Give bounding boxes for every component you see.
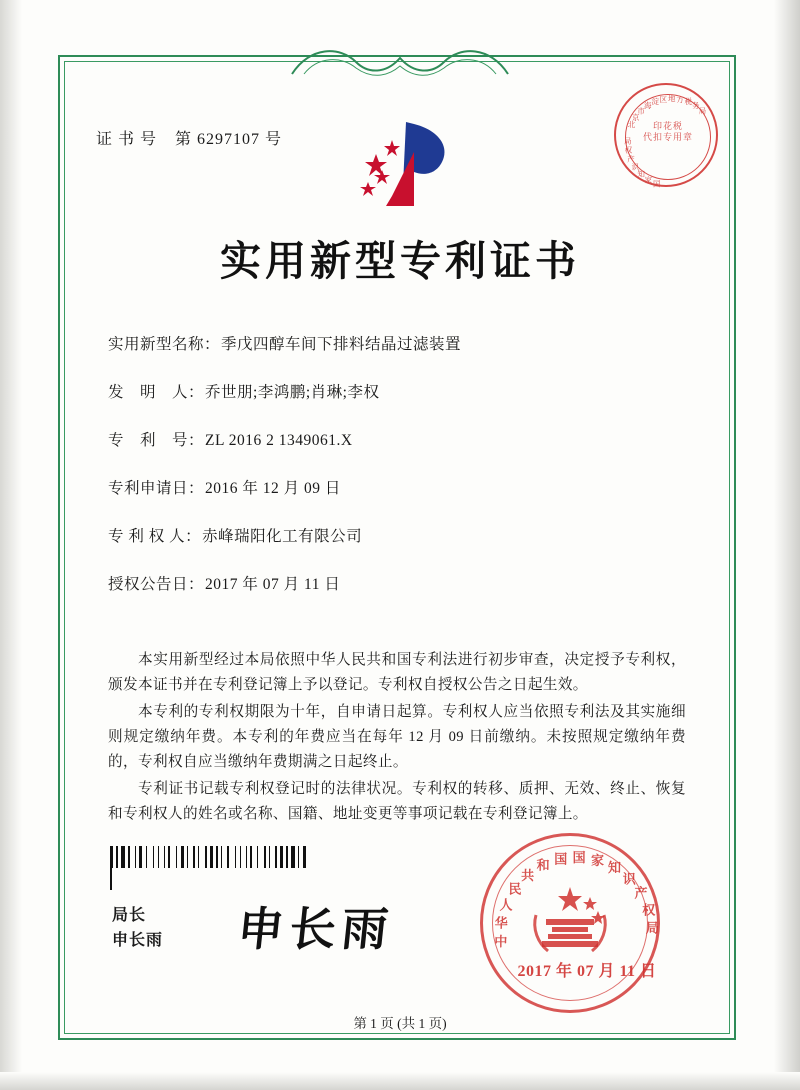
field-value: ZL 2016 2 1349061.X <box>205 432 353 449</box>
handwritten-signature: 申长雨 <box>234 902 397 956</box>
seal-arc-text: 中 华 人 民 共 和 国 国 家 知 识 产 权 局 <box>494 850 659 949</box>
body-paragraph-2: 本专利的专利权期限为十年，自申请日起算。专利权人应当依照专利法及其实施细则规定缴纳年费。本专利的年费应当在每年 12 月 09 日前缴纳。未按照规定缴纳年费的，专利权自应当缴纳年费期满之日起终止。 <box>108 704 686 770</box>
field-separator: ： <box>204 336 221 353</box>
field-separator: ： <box>188 432 205 449</box>
field-value: 乔世朋;李鸿鹏;肖琳;李权 <box>205 384 380 401</box>
field-patentee <box>108 524 688 546</box>
field-separator: ： <box>188 480 205 497</box>
field-label: 发 明 人 <box>108 384 189 401</box>
field-label: 专 利 号 <box>108 432 189 449</box>
director-block <box>112 903 163 953</box>
field-separator: ： <box>188 384 205 401</box>
director-name: 申长雨 <box>112 932 164 949</box>
scan-edge-right <box>774 0 800 1090</box>
field-label: 授权公告日 <box>108 576 189 593</box>
barcode <box>110 846 310 868</box>
field-patent-number <box>108 428 688 450</box>
field-value: 赤峰瑞阳化工有限公司 <box>202 528 363 545</box>
field-inventors <box>108 380 688 402</box>
field-value: 2017 年 07 月 11 日 <box>205 576 341 593</box>
certificate-number-value: 第 6297107 号 <box>175 131 283 148</box>
field-separator: ： <box>188 576 205 593</box>
field-grant-announcement-date <box>108 572 688 594</box>
field-value: 季戊四醇车间下排料结晶过滤装置 <box>221 336 462 353</box>
national-ip-office-seal <box>480 833 660 1013</box>
seal-arc-top-text: 北 京 市 海 淀 区 地 方 税 务 局 <box>627 94 707 130</box>
certificate-number <box>96 126 282 149</box>
body-text <box>108 648 686 829</box>
field-utility-model-name <box>108 332 688 354</box>
seal-arc-bottom-text: 国 家 知 识 产 权 局 <box>624 136 661 189</box>
seal-date: 2017 年 07 月 11 日 <box>517 963 657 980</box>
director-title: 局长 <box>112 907 147 924</box>
scroll-ornament-icon <box>290 44 510 78</box>
seal-center-line2: 代扣专用章 <box>642 132 693 142</box>
body-paragraph-3: 专利证书记载专利权登记时的法律状况。专利权的转移、质押、无效、终止、恢复和专利权人的姓名或名称、国籍、地址变更等事项记载在专利登记簿上。 <box>108 781 686 822</box>
field-label: 实用新型名称 <box>108 336 205 353</box>
field-application-date <box>108 476 688 498</box>
seal-center-line1: 印花税 <box>652 121 683 131</box>
page-footer: 第 1 页 (共 1 页) <box>353 1016 447 1031</box>
certificate-number-label: 证 书 号 <box>96 131 158 148</box>
scan-edge-left <box>0 0 22 1090</box>
scan-edge-bottom <box>0 1072 800 1090</box>
national-emblem-icon <box>528 885 612 959</box>
field-separator: ： <box>185 528 202 545</box>
field-value: 2016 年 12 月 09 日 <box>205 480 341 497</box>
page-title: 实用新型专利证书 <box>220 237 580 285</box>
body-paragraph-1: 本实用新型经过本局依照中华人民共和国专利法进行初步审查，决定授予专利权，颁发本证书并在专利登记簿上予以登记。专利权自授权公告之日起生效。 <box>108 652 686 693</box>
field-label: 专利申请日 <box>108 480 189 497</box>
seal-center-text <box>616 121 720 143</box>
tax-stamp-seal <box>614 83 718 187</box>
field-label: 专 利 权 人 <box>108 528 186 545</box>
field-list <box>108 332 688 620</box>
sipo-logo-icon <box>352 118 472 214</box>
